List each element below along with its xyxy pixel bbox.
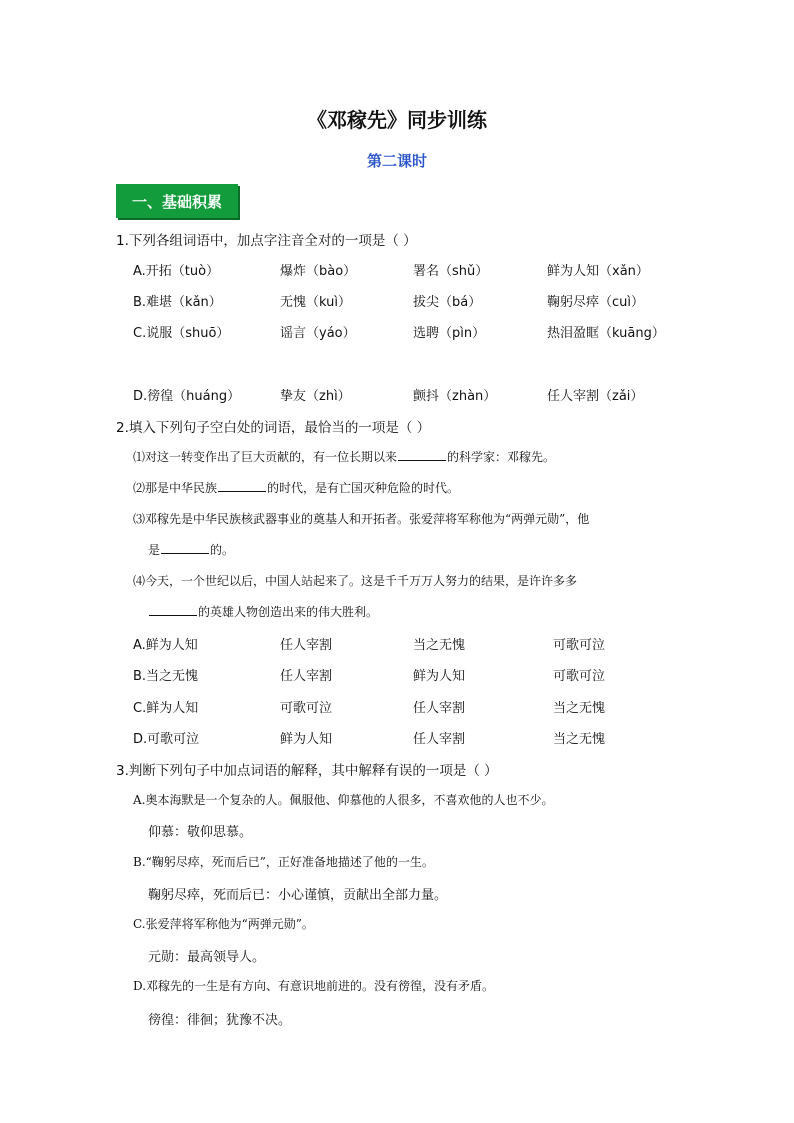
q1-option-c-2: 谣言（yáo） <box>280 326 356 341</box>
q2-option-b-3: 鲜为人知 <box>413 669 466 684</box>
q2-sentence-1-part-a: ⑴对这一转变作出了巨大贡献的，有一位长期以来 <box>133 450 398 464</box>
q1-option-c-1: C.说服（shuō） <box>133 326 230 341</box>
q2-sentence-4-part-b: 的英雄人物创造出来的伟大胜利。 <box>198 605 379 619</box>
q2-sentence-2 <box>133 479 459 496</box>
q2-sentence-3-part-b: 是 <box>148 543 161 557</box>
q2-option-a-3: 当之无愧 <box>413 638 466 653</box>
q3-option-c-sentence: C.张爱萍将军称他为“两弹元勋”。 <box>133 917 314 931</box>
q3-option-a-sentence: A.奥本海默是一个复杂的人。佩服他、仰慕他的人很多，不喜欢他的人也不少。 <box>133 793 554 807</box>
fill-blank <box>218 481 266 492</box>
q2-option-d-2: 鲜为人知 <box>280 732 333 747</box>
q3-option-c-definition: 元勋：最高领导人。 <box>148 950 266 965</box>
q2-option-b-1: B.当之无愧 <box>133 669 199 684</box>
q3-option-d-sentence: D.邓稼先的一生是有方向、有意识地前进的。没有徬徨，没有矛盾。 <box>133 979 495 993</box>
q2-sentence-2-part-a: ⑵那是中华民族 <box>133 481 218 495</box>
q2-sentence-1 <box>133 448 555 465</box>
q1-option-d-4: 任人宰割（zǎi） <box>547 389 644 404</box>
q1-option-b-2: 无愧（kuì） <box>280 295 351 310</box>
page-subtitle: 第二课时 <box>366 152 427 170</box>
question-2-stem: 2.填入下列句子空白处的词语，最恰当的一项是（ ） <box>116 420 431 436</box>
q2-option-c-1: C.鲜为人知 <box>133 701 199 716</box>
q2-option-c-4: 当之无愧 <box>553 701 606 716</box>
q2-option-b-4: 可歌可泣 <box>553 669 606 684</box>
q1-option-d-2: 挚友（zhì） <box>280 389 351 404</box>
q1-option-b-3: 拔尖（bá） <box>413 295 482 310</box>
q1-option-a-3: 署名（shǔ） <box>413 264 489 279</box>
q1-option-d-3: 颤抖（zhàn） <box>413 389 497 404</box>
q2-sentence-4-cont <box>148 603 378 620</box>
q3-option-b-definition: 鞠躬尽瘁，死而后已：小心谨慎，贡献出全部力量。 <box>148 888 448 903</box>
section-header: 一、基础积累 <box>116 184 238 218</box>
q1-option-d-1: D.徬徨（huáng） <box>133 389 241 404</box>
q2-option-a-1: A.鲜为人知 <box>133 638 198 653</box>
q1-option-c-4: 热泪盈眶（kuāng） <box>547 326 665 341</box>
q2-option-b-2: 任人宰割 <box>280 669 333 684</box>
fill-blank <box>161 543 209 554</box>
q2-option-c-3: 任人宰割 <box>413 701 466 716</box>
q2-option-d-4: 当之无愧 <box>553 732 606 747</box>
question-1-stem: 1.下列各组词语中，加点字注音全对的一项是（ ） <box>116 233 417 249</box>
q2-sentence-3-part-c: 的。 <box>210 543 235 557</box>
q2-option-a-4: 可歌可泣 <box>553 638 606 653</box>
q3-option-b-sentence: B.“鞠躬尽瘁，死而后已”，正好准备地描述了他的一生。 <box>133 855 434 869</box>
q2-option-d-1: D.可歌可泣 <box>133 732 200 747</box>
q1-option-b-4: 鞠躬尽瘁（cuì） <box>547 295 644 310</box>
q3-option-a-definition: 仰慕：敬仰思慕。 <box>148 825 253 840</box>
q2-sentence-1-part-b: 的科学家：邓稼先。 <box>447 450 556 464</box>
q2-option-c-2: 可歌可泣 <box>280 701 333 716</box>
q2-sentence-3-cont <box>148 541 234 558</box>
q1-option-b-1: B.难堪（kǎn） <box>133 295 222 310</box>
question-3-stem: 3.判断下列句子中加点词语的解释，其中解释有误的一项是（ ） <box>116 763 498 779</box>
q3-option-d-definition: 徬徨：徘徊；犹豫不决。 <box>148 1013 292 1028</box>
q2-sentence-4: ⑷今天，一个世纪以后，中国人站起来了。这是千千万万人努力的结果，是许许多多 <box>133 574 578 588</box>
q1-option-a-2: 爆炸（bào） <box>280 264 357 279</box>
q2-sentence-3: ⑶邓稼先是中华民族核武器事业的奠基人和开拓者。张爱萍将军称他为“两弹元勋”，他 <box>133 512 590 526</box>
q1-option-c-3: 选聘（pìn） <box>413 326 486 341</box>
fill-blank <box>398 450 446 461</box>
q1-option-a-1: A.开拓（tuò） <box>133 264 220 279</box>
q1-option-a-4: 鲜为人知（xǎn） <box>547 264 649 279</box>
q2-option-d-3: 任人宰割 <box>413 732 466 747</box>
fill-blank <box>149 605 197 616</box>
q2-sentence-2-part-b: 的时代，是有亡国灭种危险的时代。 <box>267 481 460 495</box>
q2-option-a-2: 任人宰割 <box>280 638 333 653</box>
page-title: 《邓稼先》同步训练 <box>307 108 487 132</box>
